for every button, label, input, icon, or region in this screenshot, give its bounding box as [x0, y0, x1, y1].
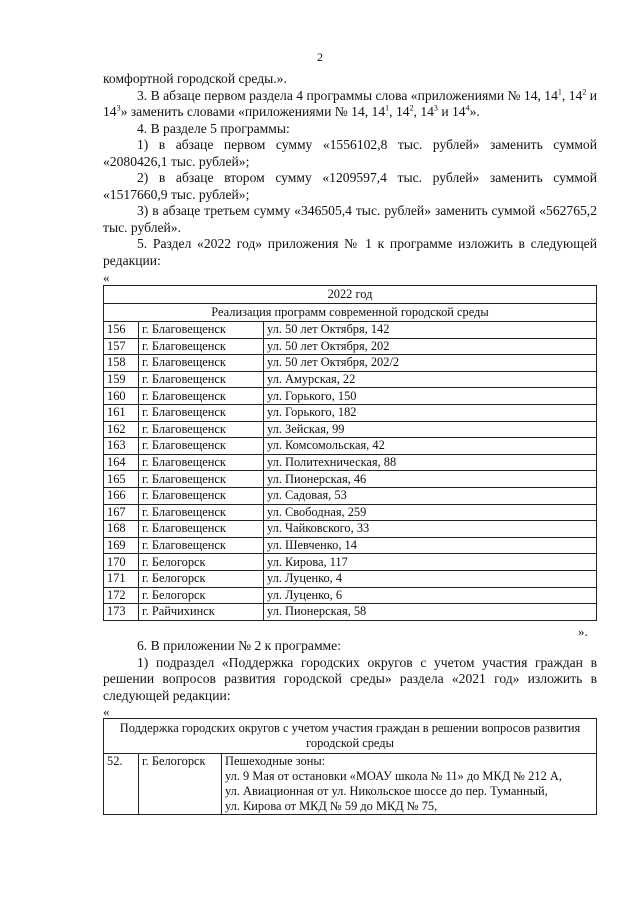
row-number: 163 — [104, 438, 139, 455]
row-number: 164 — [104, 454, 139, 471]
zone-line: ул. Авиационная от ул. Никольское шоссе до пер. Туманный, — [225, 784, 548, 798]
row-address: ул. Кирова, 117 — [264, 554, 597, 571]
row-number: 156 — [104, 322, 139, 339]
row-city: г. Благовещенск — [139, 421, 264, 438]
row-number: 160 — [104, 388, 139, 405]
row-number: 161 — [104, 404, 139, 421]
table-row — [104, 504, 597, 521]
quote-open-2: « — [103, 704, 110, 719]
paragraph-5: 5. Раздел «2022 год» приложения № 1 к программе изложить в следующей редакции: — [103, 236, 597, 268]
table-row — [104, 438, 597, 455]
table-year-header: 2022 год — [104, 286, 597, 304]
row-city: г. Белогорск — [139, 570, 264, 587]
row-number: 52. — [104, 754, 139, 815]
row-city: г. Благовещенск — [139, 504, 264, 521]
row-number: 167 — [104, 504, 139, 521]
row-city: г. Благовещенск — [139, 537, 264, 554]
row-number: 171 — [104, 570, 139, 587]
table-row — [104, 570, 597, 587]
row-city: г. Белогорск — [139, 754, 222, 815]
row-city: г. Белогорск — [139, 554, 264, 571]
row-city: г. Благовещенск — [139, 338, 264, 355]
quote-close-1: ». — [578, 624, 588, 639]
row-number: 159 — [104, 371, 139, 388]
table-row — [104, 604, 597, 621]
row-number: 172 — [104, 587, 139, 604]
table-row — [104, 454, 597, 471]
table-2022 — [103, 285, 597, 621]
table-row — [104, 371, 597, 388]
row-address: ул. Зейская, 99 — [264, 421, 597, 438]
paragraph-4-item-1: 1) в абзаце первом сумму «1556102,8 тыс. рублей» заменить суммой «2080426,1 тыс. рублей»; — [103, 137, 597, 169]
table-row — [104, 587, 597, 604]
paragraph-4-item-2: 2) в абзаце втором сумму «1209597,4 тыс. рублей» заменить суммой «1517660,9 тыс. рублей»; — [103, 170, 597, 202]
table-row — [104, 487, 597, 504]
table-row — [104, 338, 597, 355]
table-section-header-row — [104, 304, 597, 322]
table-row — [104, 421, 597, 438]
body-text-bottom — [103, 638, 597, 704]
page-number: 2 — [317, 50, 323, 64]
table-support-header: Поддержка городских округов с учетом участия граждан в решении вопросов развития городской среды — [104, 719, 597, 754]
row-number: 166 — [104, 487, 139, 504]
table-row — [104, 388, 597, 405]
row-city: г. Благовещенск — [139, 521, 264, 538]
row-city: г. Райчихинск — [139, 604, 264, 621]
row-address: ул. Пионерская, 46 — [264, 471, 597, 488]
table-row — [104, 554, 597, 571]
row-address: ул. Луценко, 4 — [264, 570, 597, 587]
table-row — [104, 322, 597, 339]
table-row — [104, 471, 597, 488]
row-address: ул. Амурская, 22 — [264, 371, 597, 388]
table-row — [104, 537, 597, 554]
table-row — [104, 754, 597, 815]
quote-open-1: « — [103, 270, 110, 285]
zone-line: Пешеходные зоны: — [225, 754, 326, 768]
row-zones — [222, 754, 597, 815]
paragraph-6: 6. В приложении № 2 к программе: — [137, 638, 341, 653]
row-address: ул. 50 лет Октября, 202 — [264, 338, 597, 355]
row-city: г. Благовещенск — [139, 487, 264, 504]
row-city: г. Благовещенск — [139, 355, 264, 372]
row-address: ул. Комсомольская, 42 — [264, 438, 597, 455]
row-city: г. Благовещенск — [139, 438, 264, 455]
row-address: ул. 50 лет Октября, 142 — [264, 322, 597, 339]
row-city: г. Благовещенск — [139, 371, 264, 388]
row-number: 170 — [104, 554, 139, 571]
table-support-header-row — [104, 719, 597, 754]
table-row — [104, 355, 597, 372]
body-text-top — [103, 71, 597, 269]
row-city: г. Благовещенск — [139, 322, 264, 339]
row-address: ул. 50 лет Октября, 202/2 — [264, 355, 597, 372]
zone-line: ул. Кирова от МКД № 59 до МКД № 75, — [225, 799, 438, 813]
row-city: г. Благовещенск — [139, 454, 264, 471]
row-number: 169 — [104, 537, 139, 554]
paragraph-4-item-3: 3) в абзаце третьем сумму «346505,4 тыс. рублей» заменить суммой «562765,2 тыс. рублей». — [103, 203, 597, 235]
row-city: г. Благовещенск — [139, 471, 264, 488]
row-address: ул. Свободная, 259 — [264, 504, 597, 521]
row-address: ул. Горького, 182 — [264, 404, 597, 421]
table-row — [104, 521, 597, 538]
row-number: 168 — [104, 521, 139, 538]
paragraph-continuation: комфортной городской среды.». — [103, 71, 287, 86]
row-address: ул. Пионерская, 58 — [264, 604, 597, 621]
row-number: 157 — [104, 338, 139, 355]
row-city: г. Белогорск — [139, 587, 264, 604]
row-city: г. Благовещенск — [139, 404, 264, 421]
paragraph-4: 4. В разделе 5 программы: — [137, 120, 290, 136]
row-number: 162 — [104, 421, 139, 438]
table-row — [104, 404, 597, 421]
row-address: ул. Луценко, 6 — [264, 587, 597, 604]
row-city: г. Благовещенск — [139, 388, 264, 405]
row-number: 158 — [104, 355, 139, 372]
table-support — [103, 718, 597, 815]
row-number: 173 — [104, 604, 139, 621]
row-address: ул. Чайковского, 33 — [264, 521, 597, 538]
row-address: ул. Горького, 150 — [264, 388, 597, 405]
row-address: ул. Шевченко, 14 — [264, 537, 597, 554]
row-address: ул. Садовая, 53 — [264, 487, 597, 504]
row-address: ул. Политехническая, 88 — [264, 454, 597, 471]
table-year-header-row — [104, 286, 597, 304]
paragraph-3: 3. В абзаце первом раздела 4 программы слова «приложениями № 14, $14^1$, $14^2$ и $14^3$» заменить словами «приложениями № 14, $14^1$, $14^2$, $14^3$ и $14^4$». — [103, 86, 597, 119]
zone-line: ул. 9 Мая от остановки «МОАУ школа № 11» до МКД № 212 А, — [225, 769, 562, 783]
paragraph-6-item-1: 1) подраздел «Поддержка городских округов с учетом участия граждан в решении вопросов развития городской среды» раздела «2021 год» изложить в следующей редакции: — [103, 654, 597, 703]
row-number: 165 — [104, 471, 139, 488]
table-section-header: Реализация программ современной городской среды — [104, 304, 597, 322]
